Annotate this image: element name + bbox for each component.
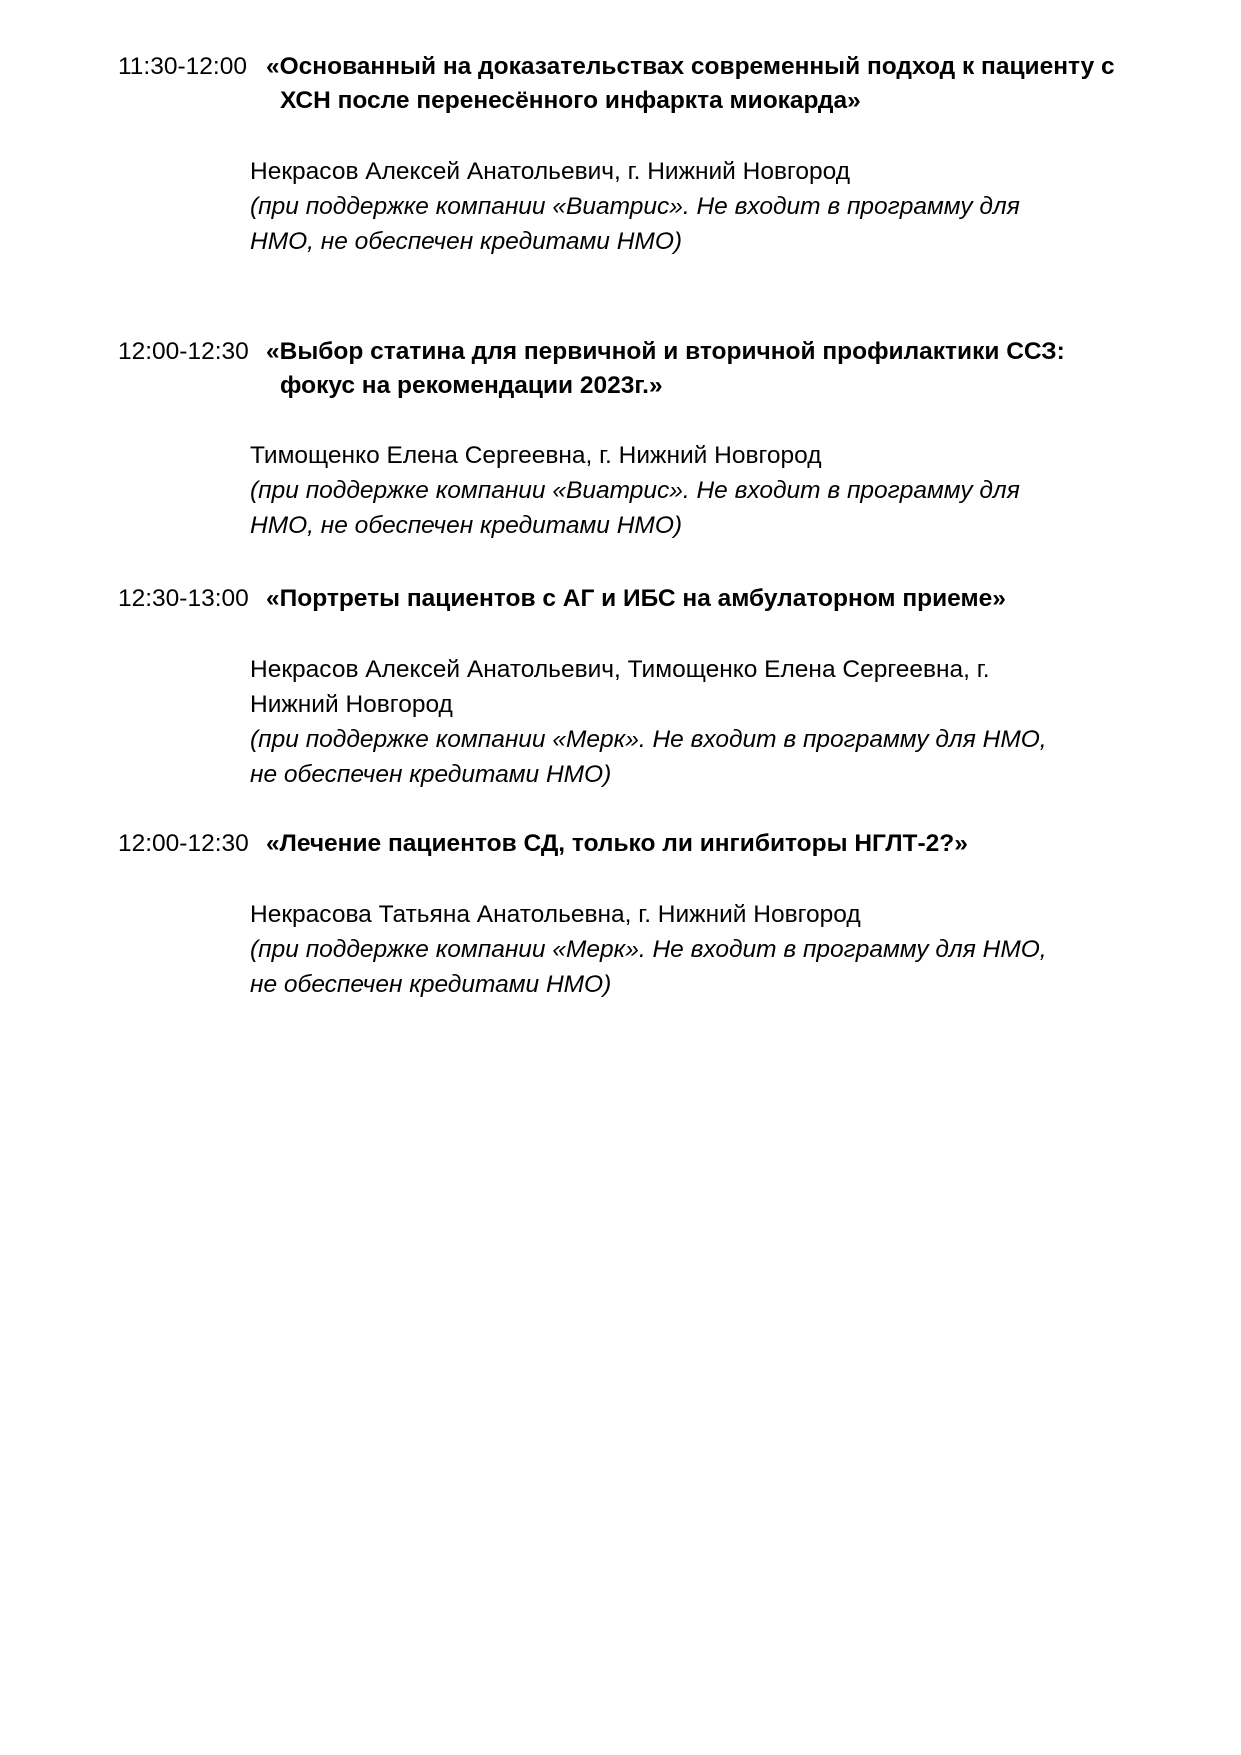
session-title-line: «Портреты пациентов с АГ и ИБС на амбулаторном приеме»: [266, 585, 1006, 612]
session-title-line: «Выбор статина для первичной и вторичной профилактики ССЗ:: [266, 338, 1065, 365]
session-speaker: Тимощенко Елена Сергеевна, г. Нижний Новгород: [250, 442, 822, 469]
session-speaker: Некрасова Татьяна Анатольевна, г. Нижний Новгород: [250, 901, 861, 928]
session-sponsor-note: (при поддержке компании «Мерк». Не входит в программу для НМО,: [250, 726, 1047, 753]
session-title-line: ХСН после перенесённого инфаркта миокарда»: [280, 87, 861, 114]
session-heading: [118, 335, 1148, 403]
session-details: [250, 438, 1150, 543]
session-time: 11:30-12:00: [118, 53, 247, 80]
session-sponsor-note: (при поддержке компании «Виатрис». Не входит в программу для: [250, 477, 1020, 504]
program-session: [118, 582, 1148, 792]
session-details: [250, 154, 1150, 259]
session-sponsor-note: (при поддержке компании «Виатрис». Не входит в программу для: [250, 193, 1020, 220]
session-title: [266, 827, 1148, 861]
session-title-line: фокус на рекомендации 2023г.»: [280, 372, 663, 399]
session-speaker: Нижний Новгород: [250, 691, 453, 718]
session-title: [266, 50, 1148, 118]
session-speaker: Некрасов Алексей Анатольевич, г. Нижний Новгород: [250, 158, 851, 185]
session-heading: [118, 582, 1148, 616]
session-title-line: «Основанный на доказательствах современный подход к пациенту с: [266, 53, 1115, 80]
session-sponsor-note: не обеспечен кредитами НМО): [250, 761, 612, 788]
session-details: [250, 652, 1150, 792]
session-time: 12:30-13:00: [118, 585, 249, 612]
session-title: [266, 582, 1148, 616]
session-details: [250, 897, 1150, 1002]
program-session: [118, 335, 1148, 543]
session-sponsor-note: НМО, не обеспечен кредитами НМО): [250, 228, 683, 255]
session-speaker: Некрасов Алексей Анатольевич, Тимощенко Елена Сергеевна, г.: [250, 656, 990, 683]
session-title: [266, 335, 1148, 403]
session-sponsor-note: (при поддержке компании «Мерк». Не входит в программу для НМО,: [250, 936, 1047, 963]
session-time: 12:00-12:30: [118, 830, 249, 857]
session-title-line: «Лечение пациентов СД, только ли ингибиторы НГЛТ-2?»: [266, 830, 968, 857]
session-heading: [118, 827, 1148, 861]
session-sponsor-note: не обеспечен кредитами НМО): [250, 971, 612, 998]
program-session: [118, 827, 1148, 1002]
session-time: 12:00-12:30: [118, 338, 249, 365]
program-session: [118, 50, 1148, 259]
session-heading: [118, 50, 1148, 118]
session-sponsor-note: НМО, не обеспечен кредитами НМО): [250, 512, 683, 539]
